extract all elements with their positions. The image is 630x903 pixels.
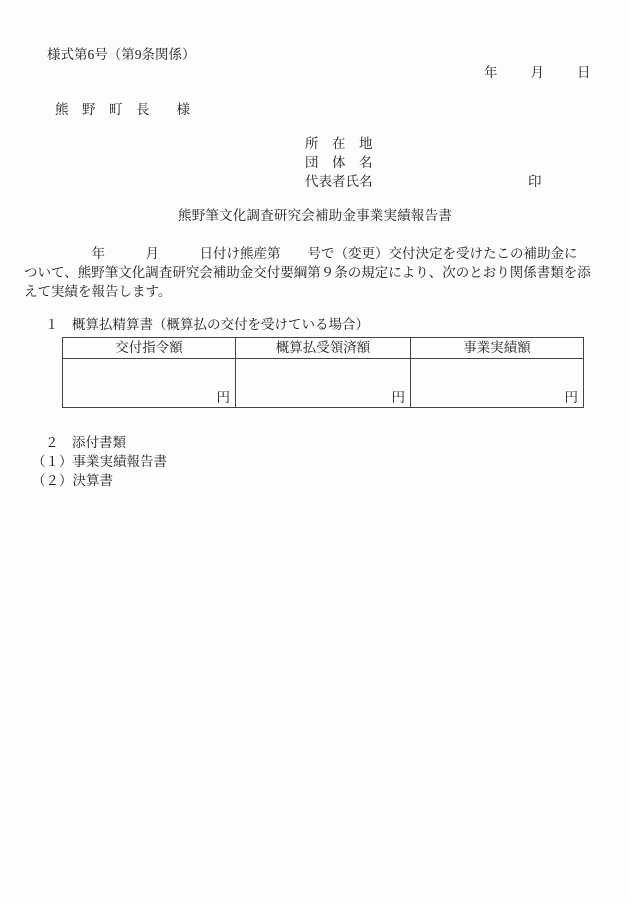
column-header-provisional-payment-received: 概算払受領済額 xyxy=(236,338,411,359)
yen-unit-label: 円 xyxy=(564,389,578,405)
column-header-project-actual-amount: 事業実績額 xyxy=(411,338,584,359)
date-line: 年 月 日 xyxy=(484,65,593,80)
document-title: 熊野筆文化調査研究会補助金事業実績報告書 xyxy=(178,208,452,223)
table-cell-grant-order-amount xyxy=(63,359,236,408)
sender-representative-label: 代表者氏名 xyxy=(305,174,373,189)
settlement-table-value-row xyxy=(63,359,584,408)
form-number: 様式第6号（第9条関係） xyxy=(47,47,196,62)
yen-unit-label: 円 xyxy=(391,389,405,405)
body-paragraph-line: えて実績を報告します。 xyxy=(24,284,172,299)
settlement-table xyxy=(62,337,584,408)
section1-heading: １ 概算払精算書（概算払の交付を受けている場合） xyxy=(45,317,369,332)
section2-heading: ２ 添付書類 xyxy=(45,435,126,450)
addressee: 熊 野 町 長 様 xyxy=(55,102,190,117)
sender-organization-label: 団 体 名 xyxy=(305,155,373,170)
table-cell-project-actual-amount xyxy=(411,359,584,408)
table-cell-provisional-payment-received xyxy=(236,359,411,408)
body-paragraph-line: 年 月 日付け熊産第 号で（変更）交付決定を受けたこの補助金に xyxy=(24,246,578,261)
yen-unit-label: 円 xyxy=(216,389,230,405)
sender-location-label: 所 在 地 xyxy=(305,136,373,151)
seal-mark: 印 xyxy=(528,174,542,189)
attachment-item-2: （２）決算書 xyxy=(32,473,113,488)
body-paragraph-line: ついて、熊野筆文化調査研究会補助金交付要綱第９条の規定により、次のとおり関係書類を添 xyxy=(24,265,591,280)
column-header-grant-order-amount: 交付指令額 xyxy=(63,338,236,359)
settlement-table-header-row xyxy=(63,338,584,359)
attachment-item-1: （１）事業実績報告書 xyxy=(32,454,167,469)
